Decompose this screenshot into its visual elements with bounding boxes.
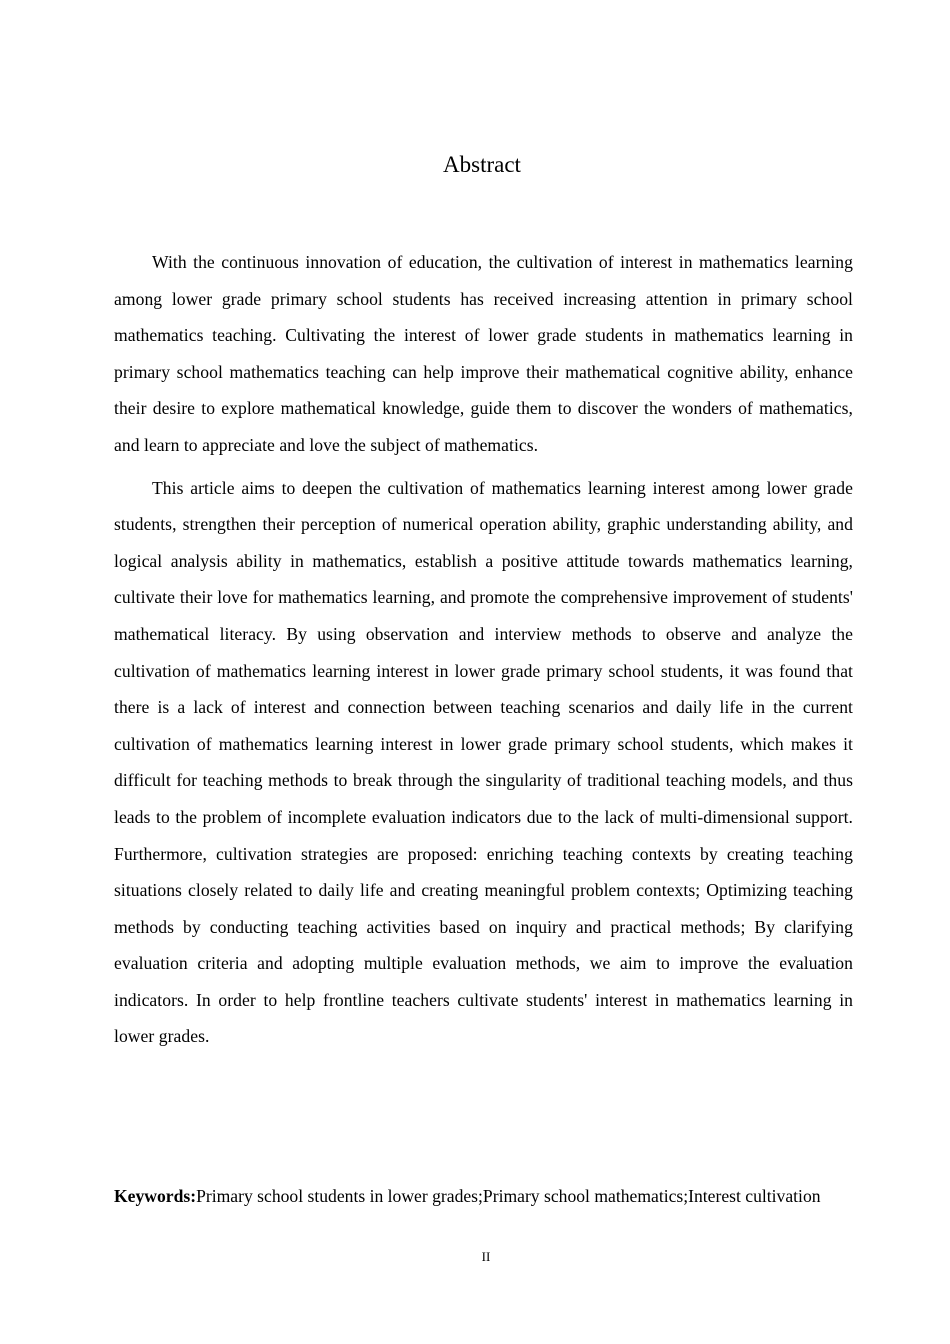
page-number: II [481,1249,491,1264]
keywords-line [114,1180,853,1213]
abstract-body [114,244,853,1055]
keywords-label: Keywords: [114,1186,197,1206]
abstract-paragraph-2: This article aims to deepen the cultivation of mathematics learning interest among lower grade students, strengthen their perception of numerical operation ability, graphic understanding ability, and logical analysis ability in mathematics, establish a positive attitude towards mathematics learning, cultivate their love for mathematics learning, and promote the comprehensive improvement of students' mathematical literacy. By using observation and interview methods to observe and analyze the cultivation of mathematics learning interest in lower grade primary school students, it was found that there is a lack of interest and connection between teaching scenarios and daily life in the current cultivation of mathematics learning interest in lower grade primary school students, which makes it difficult for teaching methods to break through the singularity of traditional teaching models, and thus leads to the problem of incomplete evaluation indicators due to the lack of multi-dimensional support. Furthermore, cultivation strategies are proposed: enriching teaching contexts by creating teaching situations closely related to daily life and creating meaningful problem contexts; Optimizing teaching methods by conducting teaching activities based on inquiry and practical methods; By clarifying evaluation criteria and adopting multiple evaluation methods, we aim to improve the evaluation indicators. In order to help frontline teachers cultivate students' interest in mathematics learning in lower grades. [114,477,853,1047]
abstract-paragraph-1: With the continuous innovation of education, the cultivation of interest in mathematics learning among lower grade primary school students has received increasing attention in primary school mathematics teaching. Cultivating the interest of lower grade students in mathematics learning in primary school mathematics teaching can help improve their mathematical cognitive ability, enhance their desire to explore mathematical knowledge, guide them to discover the wonders of mathematics, and learn to appreciate and love the subject of mathematics. [114,252,853,455]
page-title: Abstract [443,152,521,177]
keywords-text: Primary school students in lower grades;Primary school mathematics;Interest cultivation [196,1186,821,1206]
